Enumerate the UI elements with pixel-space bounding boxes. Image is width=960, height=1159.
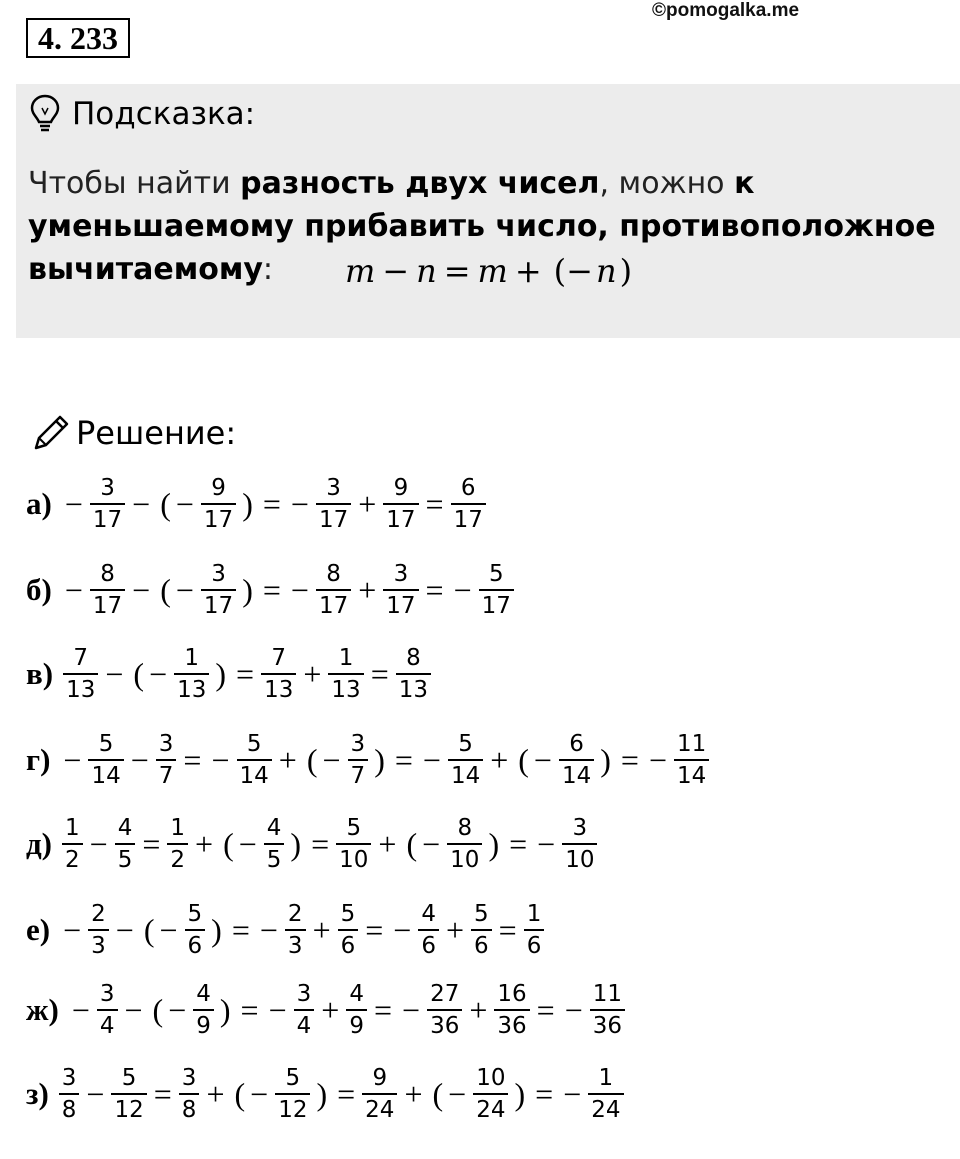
formula-symbol: = bbox=[443, 252, 471, 290]
fraction-denominator: 36 bbox=[494, 1009, 529, 1041]
fraction-denominator: 10 bbox=[447, 843, 482, 875]
math-operator: ) bbox=[514, 1075, 526, 1112]
fraction-denominator: 13 bbox=[261, 673, 296, 705]
fraction-numerator: 27 bbox=[430, 981, 460, 1007]
fraction bbox=[524, 899, 545, 961]
fraction bbox=[338, 899, 359, 961]
fraction-denominator: 5 bbox=[115, 843, 136, 875]
fraction bbox=[275, 1063, 310, 1125]
math-operator: − bbox=[159, 911, 178, 948]
formula-variable: n bbox=[416, 252, 437, 290]
fraction bbox=[156, 729, 177, 791]
math-operator: ) bbox=[211, 911, 222, 948]
hint-title: Подсказка: bbox=[72, 96, 256, 132]
math-operator: ( bbox=[152, 991, 164, 1028]
fraction bbox=[59, 1063, 80, 1125]
math-operator: − bbox=[105, 655, 124, 692]
fraction-denominator: 24 bbox=[473, 1093, 508, 1125]
math-operator: ) bbox=[219, 991, 231, 1028]
fraction-denominator: 17 bbox=[383, 589, 418, 621]
fraction bbox=[62, 813, 83, 875]
math-operator: = bbox=[425, 485, 444, 522]
fraction-numerator: 5 bbox=[246, 731, 262, 757]
fraction-numerator: 9 bbox=[393, 475, 409, 501]
math-operator: − bbox=[422, 825, 441, 862]
fraction bbox=[362, 1063, 397, 1125]
fraction-numerator: 8 bbox=[100, 561, 115, 587]
math-operator: = bbox=[183, 741, 202, 778]
math-operator: ( bbox=[160, 571, 171, 608]
math-operator: = bbox=[262, 571, 281, 608]
math-operator: − bbox=[402, 991, 421, 1028]
fraction-denominator: 12 bbox=[111, 1093, 146, 1125]
math-operator: = bbox=[425, 571, 444, 608]
fraction bbox=[167, 813, 188, 875]
math-operator: = bbox=[236, 655, 255, 692]
math-operator: − bbox=[422, 741, 441, 778]
fraction bbox=[316, 559, 351, 621]
fraction-numerator: 6 bbox=[569, 731, 584, 757]
fraction-numerator: 3 bbox=[350, 731, 366, 757]
fraction bbox=[348, 729, 369, 791]
fraction bbox=[185, 899, 206, 961]
fraction-numerator: 7 bbox=[271, 645, 287, 671]
fraction bbox=[674, 729, 709, 791]
math-operator: + bbox=[195, 825, 214, 862]
fraction-denominator: 17 bbox=[316, 503, 351, 535]
solution-row bbox=[26, 892, 546, 968]
math-operator: ( bbox=[133, 655, 145, 692]
fraction-numerator: 3 bbox=[326, 475, 341, 501]
math-operator: ( bbox=[143, 911, 155, 948]
fraction bbox=[115, 813, 136, 875]
fraction-numerator: 4 bbox=[117, 815, 133, 841]
fraction-denominator: 17 bbox=[201, 503, 236, 535]
solution-row bbox=[26, 466, 488, 542]
fraction-denominator: 24 bbox=[588, 1093, 623, 1125]
fraction-numerator: 5 bbox=[346, 815, 362, 841]
math-operator: ( bbox=[306, 741, 318, 778]
fraction-denominator: 10 bbox=[336, 843, 371, 875]
fraction-numerator: 4 bbox=[421, 901, 436, 927]
fraction bbox=[383, 559, 418, 621]
math-operator: − bbox=[393, 911, 412, 948]
fraction-denominator: 6 bbox=[338, 929, 359, 961]
fraction-denominator: 10 bbox=[562, 843, 597, 875]
math-operator: + bbox=[469, 991, 488, 1028]
pencil-icon bbox=[30, 412, 72, 454]
math-operator: − bbox=[537, 825, 556, 862]
fraction-numerator: 9 bbox=[372, 1065, 388, 1091]
fraction bbox=[471, 899, 492, 961]
formula-symbol: + bbox=[514, 252, 542, 290]
fraction-numerator: 3 bbox=[158, 731, 174, 757]
fraction-numerator: 8 bbox=[406, 645, 421, 671]
math-operator: = bbox=[142, 825, 161, 862]
fraction bbox=[316, 473, 351, 535]
math-operator: − bbox=[290, 571, 309, 608]
fraction bbox=[588, 1063, 623, 1125]
math-operator: + bbox=[303, 655, 322, 692]
math-operator: ) bbox=[488, 825, 500, 862]
fraction-denominator: 13 bbox=[174, 673, 209, 705]
math-operator: ) bbox=[374, 741, 385, 778]
fraction-numerator: 5 bbox=[474, 901, 489, 927]
fraction-denominator: 13 bbox=[63, 673, 98, 705]
fraction-numerator: 16 bbox=[497, 981, 527, 1007]
math-operator: + bbox=[358, 571, 377, 608]
lightbulb-icon bbox=[30, 94, 60, 134]
fraction bbox=[479, 559, 514, 621]
fraction bbox=[179, 1063, 200, 1125]
fraction-denominator: 6 bbox=[418, 929, 439, 961]
fraction-numerator: 1 bbox=[598, 1065, 614, 1091]
math-operator: = bbox=[509, 825, 528, 862]
fraction-denominator: 36 bbox=[590, 1009, 625, 1041]
math-operator: − bbox=[71, 991, 90, 1028]
row-label: б) bbox=[26, 572, 52, 607]
math-operator: − bbox=[268, 991, 287, 1028]
row-label: ж) bbox=[26, 992, 59, 1027]
formula-symbol: (− bbox=[553, 252, 593, 290]
math-operator: = bbox=[262, 485, 281, 522]
row-label: г) bbox=[26, 742, 51, 777]
fraction bbox=[264, 813, 285, 875]
fraction bbox=[562, 813, 597, 875]
fraction bbox=[559, 729, 594, 791]
fraction-denominator: 14 bbox=[674, 759, 709, 791]
fraction bbox=[451, 473, 486, 535]
math-operator: + bbox=[404, 1075, 423, 1112]
fraction-numerator: 5 bbox=[340, 901, 356, 927]
fraction-denominator: 4 bbox=[97, 1009, 118, 1041]
fraction-numerator: 5 bbox=[458, 731, 473, 757]
fraction-denominator: 36 bbox=[427, 1009, 462, 1041]
fraction bbox=[448, 729, 483, 791]
fraction bbox=[111, 1063, 146, 1125]
fraction-numerator: 1 bbox=[338, 645, 354, 671]
solution-row bbox=[26, 636, 433, 712]
fraction-numerator: 3 bbox=[393, 561, 409, 587]
fraction-denominator: 14 bbox=[88, 759, 123, 791]
fraction-numerator: 8 bbox=[457, 815, 473, 841]
fraction-numerator: 11 bbox=[592, 981, 623, 1007]
math-operator: = bbox=[365, 911, 384, 948]
fraction-denominator: 17 bbox=[383, 503, 418, 535]
math-operator: − bbox=[533, 741, 552, 778]
fraction-numerator: 3 bbox=[61, 1065, 77, 1091]
math-operator: = bbox=[370, 655, 389, 692]
fraction-denominator: 3 bbox=[88, 929, 109, 961]
solution-row bbox=[26, 722, 711, 798]
fraction bbox=[447, 813, 482, 875]
math-operator: − bbox=[448, 1075, 467, 1112]
solution-row bbox=[26, 1056, 626, 1132]
fraction bbox=[88, 899, 109, 961]
math-operator: ) bbox=[316, 1075, 328, 1112]
fraction-numerator: 11 bbox=[677, 731, 707, 757]
fraction-denominator: 4 bbox=[294, 1009, 315, 1041]
fraction-denominator: 2 bbox=[167, 843, 188, 875]
fraction-denominator: 13 bbox=[328, 673, 363, 705]
math-operator: ( bbox=[234, 1075, 246, 1112]
hint-text-part: Чтобы найти bbox=[28, 166, 241, 201]
math-operator: + bbox=[490, 741, 509, 778]
fraction-denominator: 6 bbox=[185, 929, 206, 961]
fraction-denominator: 17 bbox=[201, 589, 236, 621]
row-label: д) bbox=[26, 826, 53, 861]
fraction-numerator: 1 bbox=[65, 815, 80, 841]
math-operator: − bbox=[64, 571, 83, 608]
fraction-denominator: 6 bbox=[471, 929, 492, 961]
hint-text-part: , можно bbox=[599, 166, 735, 201]
math-operator: − bbox=[290, 485, 309, 522]
fraction-numerator: 9 bbox=[211, 475, 226, 501]
math-operator: − bbox=[89, 825, 108, 862]
hint-text-part: к уменьшаемому прибавить число, противоположное вычитаемому bbox=[28, 166, 936, 287]
math-operator: ( bbox=[518, 741, 529, 778]
fraction-denominator: 17 bbox=[90, 589, 125, 621]
fraction-numerator: 4 bbox=[349, 981, 364, 1007]
solution-title: Решение: bbox=[76, 414, 237, 452]
fraction-numerator: 5 bbox=[285, 1065, 301, 1091]
fraction-numerator: 5 bbox=[187, 901, 203, 927]
fraction-numerator: 7 bbox=[73, 645, 89, 671]
fraction-denominator: 17 bbox=[451, 503, 486, 535]
fraction-numerator: 3 bbox=[572, 815, 588, 841]
fraction-denominator: 14 bbox=[448, 759, 483, 791]
fraction-denominator: 6 bbox=[524, 929, 545, 961]
math-operator: ( bbox=[223, 825, 234, 862]
fraction-denominator: 12 bbox=[275, 1093, 310, 1125]
math-operator: + bbox=[378, 825, 397, 862]
math-operator: = bbox=[231, 911, 250, 948]
solution-row bbox=[26, 552, 516, 628]
fraction bbox=[63, 643, 98, 705]
fraction bbox=[90, 559, 125, 621]
math-operator: ) bbox=[242, 571, 253, 608]
fraction-numerator: 5 bbox=[98, 731, 114, 757]
math-operator: − bbox=[175, 485, 194, 522]
fraction bbox=[383, 473, 418, 535]
fraction bbox=[336, 813, 371, 875]
formula-symbol: − bbox=[382, 252, 410, 290]
fraction bbox=[427, 979, 462, 1041]
fraction bbox=[193, 979, 214, 1041]
fraction bbox=[237, 729, 272, 791]
math-operator: = bbox=[535, 1075, 554, 1112]
math-operator: + bbox=[312, 911, 331, 948]
fraction bbox=[396, 643, 431, 705]
fraction bbox=[174, 643, 209, 705]
math-operator: − bbox=[132, 571, 151, 608]
math-operator: = bbox=[373, 991, 393, 1028]
fraction-numerator: 1 bbox=[170, 815, 186, 841]
math-operator: = bbox=[311, 825, 330, 862]
fraction bbox=[88, 729, 123, 791]
fraction-numerator: 8 bbox=[326, 561, 341, 587]
hint-formula bbox=[16, 252, 960, 290]
fraction bbox=[97, 979, 118, 1041]
watermark: ©pomogalka.me bbox=[652, 0, 800, 21]
math-operator: = bbox=[153, 1075, 172, 1112]
math-operator: − bbox=[211, 741, 230, 778]
fraction-numerator: 3 bbox=[181, 1065, 197, 1091]
math-operator: − bbox=[259, 911, 278, 948]
fraction bbox=[294, 979, 315, 1041]
math-operator: + bbox=[278, 741, 297, 778]
fraction bbox=[590, 979, 625, 1041]
math-operator: = bbox=[620, 741, 639, 778]
math-operator: − bbox=[564, 991, 583, 1028]
fraction-denominator: 17 bbox=[479, 589, 514, 621]
math-operator: − bbox=[63, 741, 82, 778]
math-operator: + bbox=[321, 991, 340, 1028]
formula-variable: n bbox=[595, 252, 617, 290]
fraction bbox=[201, 473, 236, 535]
fraction-denominator: 2 bbox=[62, 843, 83, 875]
math-operator: ( bbox=[432, 1075, 444, 1112]
fraction-numerator: 5 bbox=[121, 1065, 137, 1091]
fraction bbox=[285, 899, 306, 961]
math-operator: − bbox=[563, 1075, 582, 1112]
math-operator: ( bbox=[160, 485, 171, 522]
fraction-denominator: 7 bbox=[156, 759, 177, 791]
math-operator: − bbox=[86, 1075, 105, 1112]
fraction-denominator: 3 bbox=[285, 929, 306, 961]
fraction-denominator: 17 bbox=[90, 503, 125, 535]
solution-row bbox=[26, 806, 599, 882]
row-label: в) bbox=[26, 656, 54, 691]
fraction-denominator: 13 bbox=[396, 673, 431, 705]
fraction bbox=[418, 899, 439, 961]
fraction-numerator: 4 bbox=[266, 815, 282, 841]
math-operator: ) bbox=[215, 655, 227, 692]
formula-variable: m bbox=[477, 252, 508, 290]
hint-text-part: разность двух чисел bbox=[240, 166, 600, 201]
math-operator: − bbox=[130, 741, 149, 778]
math-operator: ( bbox=[406, 825, 418, 862]
math-operator: − bbox=[453, 571, 472, 608]
fraction-denominator: 7 bbox=[348, 759, 369, 791]
math-operator: + bbox=[358, 485, 377, 522]
fraction-numerator: 3 bbox=[99, 981, 115, 1007]
fraction-denominator: 5 bbox=[264, 843, 285, 875]
row-label: з) bbox=[26, 1076, 49, 1111]
fraction-numerator: 2 bbox=[91, 901, 106, 927]
fraction bbox=[201, 559, 236, 621]
hint-box bbox=[16, 84, 960, 338]
fraction bbox=[494, 979, 529, 1041]
fraction-numerator: 2 bbox=[287, 901, 303, 927]
math-operator: ) bbox=[600, 741, 611, 778]
fraction-denominator: 14 bbox=[559, 759, 594, 791]
solution-header bbox=[30, 412, 236, 454]
fraction-numerator: 3 bbox=[296, 981, 312, 1007]
fraction-numerator: 10 bbox=[476, 1065, 506, 1091]
math-operator: = bbox=[498, 911, 517, 948]
fraction-numerator: 1 bbox=[526, 901, 542, 927]
hint-header bbox=[30, 94, 255, 134]
math-operator: − bbox=[322, 741, 341, 778]
math-operator: = bbox=[337, 1075, 356, 1112]
math-operator: = bbox=[240, 991, 259, 1028]
fraction-denominator: 9 bbox=[346, 1009, 367, 1041]
fraction bbox=[328, 643, 363, 705]
hint-text-part: : bbox=[262, 252, 274, 287]
math-operator: ) bbox=[290, 825, 302, 862]
fraction-numerator: 6 bbox=[460, 475, 476, 501]
math-operator: − bbox=[238, 825, 257, 862]
task-number: 4. 233 bbox=[26, 18, 130, 58]
fraction bbox=[90, 473, 125, 535]
math-operator: − bbox=[168, 991, 187, 1028]
math-operator: + bbox=[445, 911, 465, 948]
math-operator: ) bbox=[242, 485, 253, 522]
solution-row bbox=[26, 972, 627, 1048]
math-operator: − bbox=[648, 741, 667, 778]
fraction-denominator: 8 bbox=[179, 1093, 200, 1125]
math-operator: = bbox=[536, 991, 555, 1028]
math-operator: − bbox=[64, 485, 83, 522]
fraction bbox=[473, 1063, 508, 1125]
math-operator: = bbox=[394, 741, 413, 778]
fraction-numerator: 3 bbox=[100, 475, 115, 501]
fraction bbox=[346, 979, 367, 1041]
fraction-numerator: 3 bbox=[211, 561, 226, 587]
formula-variable: m bbox=[344, 252, 376, 290]
math-operator: − bbox=[115, 911, 134, 948]
row-label: а) bbox=[26, 486, 52, 521]
row-label: е) bbox=[26, 912, 51, 947]
fraction-numerator: 4 bbox=[196, 981, 211, 1007]
math-operator: − bbox=[132, 485, 151, 522]
math-operator: − bbox=[124, 991, 143, 1028]
formula-symbol: ) bbox=[619, 252, 633, 290]
fraction-denominator: 8 bbox=[59, 1093, 80, 1125]
fraction-numerator: 5 bbox=[488, 561, 504, 587]
math-operator: − bbox=[63, 911, 82, 948]
fraction-denominator: 9 bbox=[193, 1009, 214, 1041]
fraction-denominator: 24 bbox=[362, 1093, 397, 1125]
math-operator: − bbox=[149, 655, 168, 692]
math-operator: + bbox=[206, 1075, 225, 1112]
math-operator: − bbox=[250, 1075, 269, 1112]
fraction bbox=[261, 643, 296, 705]
fraction-denominator: 14 bbox=[237, 759, 272, 791]
fraction-denominator: 17 bbox=[316, 589, 351, 621]
math-operator: − bbox=[175, 571, 194, 608]
fraction-numerator: 1 bbox=[184, 645, 200, 671]
